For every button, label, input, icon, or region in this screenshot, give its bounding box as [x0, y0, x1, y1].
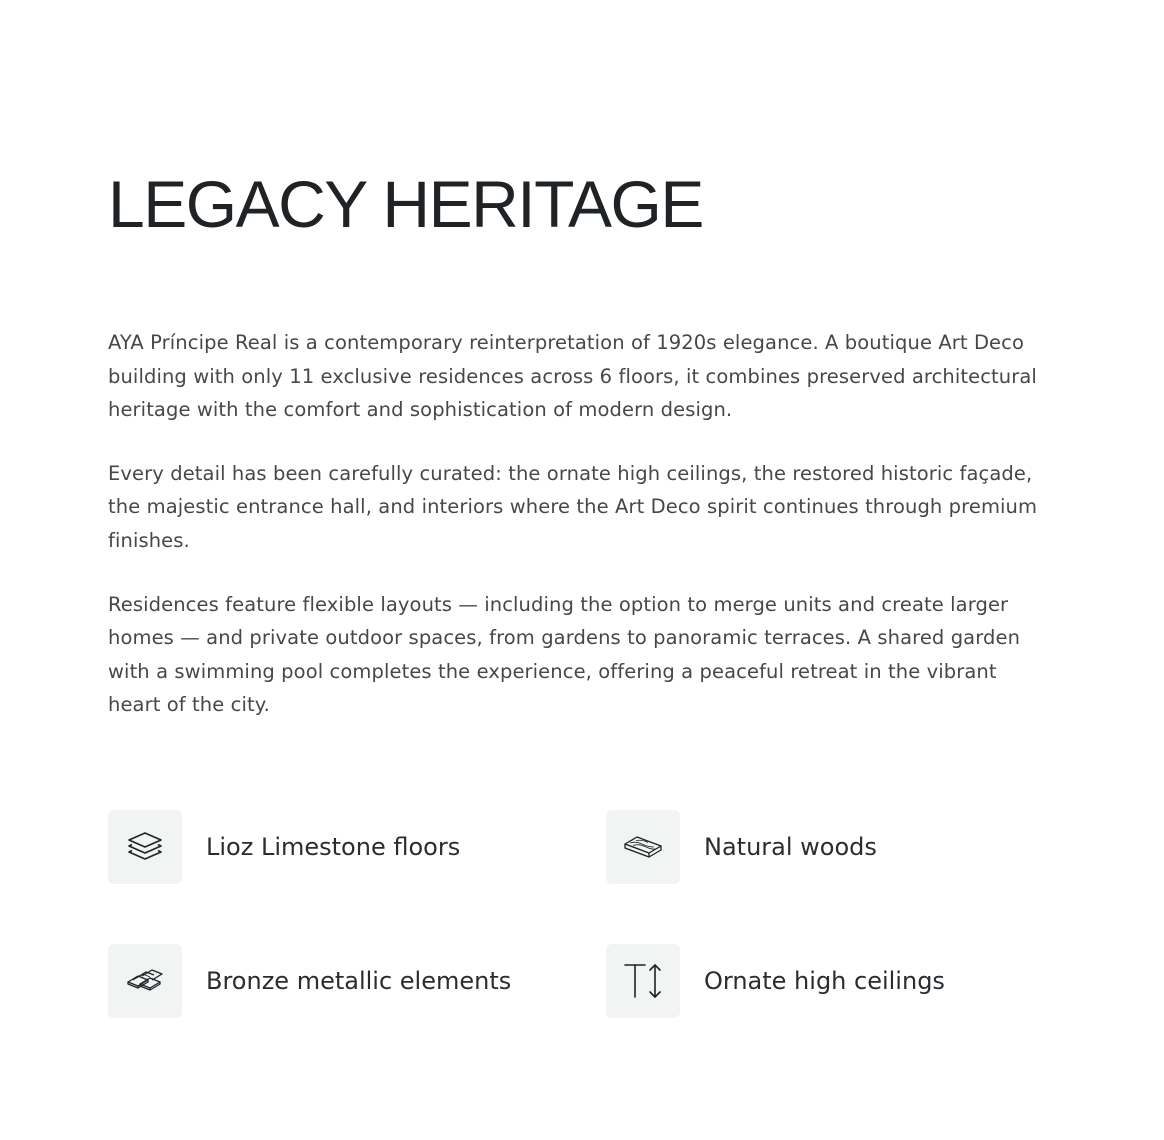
ceiling-height-icon	[606, 944, 680, 1018]
body-paragraph: Residences feature flexible layouts — including the option to merge units and create larger homes — and private outdoor spaces, from gardens to panoramic terraces. A shared garden with a swimming pool completes the experience, offering a peaceful retreat in the vibrant heart of the city.	[108, 592, 1021, 717]
body-paragraph: AYA Príncipe Real is a contemporary reinterpretation of 1920s elegance. A boutique Art Deco building with only 11 exclusive residences across 6 floors, it combines preserved architectural heritage with the comfort and sophistication of modern design.	[108, 331, 1037, 422]
layers-icon	[108, 810, 182, 884]
feature-label: Lioz Limestone floors	[206, 833, 461, 861]
features-list	[108, 810, 1058, 1020]
feature-item-natural-woods	[606, 810, 877, 884]
section-title: LEGACY HERITAGE	[108, 167, 703, 241]
feature-label: Ornate high ceilings	[704, 967, 945, 995]
section-body	[108, 326, 1048, 752]
feature-item-high-ceilings	[606, 944, 945, 1018]
body-paragraph: Every detail has been carefully curated: the ornate high ceilings, the restored historic façade, the majestic entrance hall, and interiors where the Art Deco spirit continues through premium finishes.	[108, 461, 1038, 552]
wood-plank-icon	[606, 810, 680, 884]
feature-item-limestone-floors	[108, 810, 460, 884]
feature-label: Natural woods	[704, 833, 877, 861]
feature-item-bronze-elements	[108, 944, 511, 1018]
metal-ingots-icon	[108, 944, 182, 1018]
feature-label: Bronze metallic elements	[206, 967, 512, 995]
